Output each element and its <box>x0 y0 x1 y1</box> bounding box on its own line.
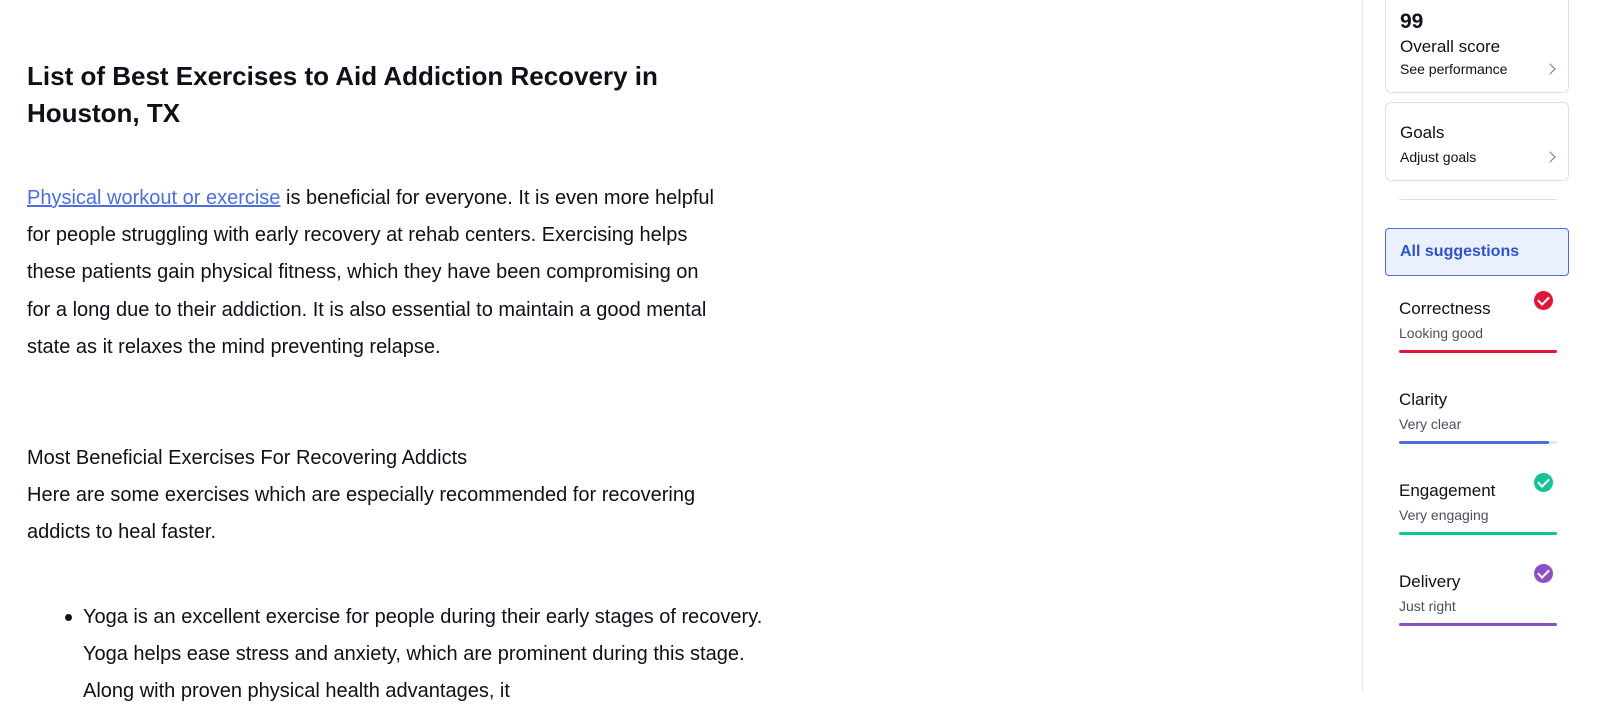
metric-name: Engagement <box>1399 481 1496 500</box>
check-circle-icon <box>1534 473 1553 492</box>
metric-status: Just right <box>1399 598 1456 614</box>
all-suggestions-button[interactable]: All suggestions <box>1385 228 1569 276</box>
chevron-right-icon <box>1544 151 1555 162</box>
document-title[interactable]: List of Best Exercises to Aid Addiction Recovery in Houston, TX <box>27 61 658 128</box>
metric-correctness[interactable] <box>1399 299 1557 379</box>
document-area[interactable] <box>27 0 763 703</box>
intro-paragraph-text: is beneficial for everyone. It is even more helpful for people struggling with early recovery at rehab centers. Exercising helps these patients gain physical fitness, which they have been compromising on for a long due to their addiction. It is also essential to maintain a good mental state as it relaxes the mind preventing relapse. <box>27 187 714 358</box>
see-performance-link[interactable]: See performance <box>1400 61 1508 77</box>
assistant-sidebar <box>1362 0 1601 691</box>
exercise-link[interactable]: Physical workout or exercise <box>27 187 281 209</box>
intro-paragraph[interactable] <box>27 180 717 366</box>
goals-card[interactable] <box>1385 102 1569 181</box>
metric-clarity[interactable] <box>1399 390 1557 470</box>
exercises-paragraph-text: Here are some exercises which are especially recommended for recovering addicts to heal faster. <box>27 484 696 544</box>
adjust-goals-link[interactable]: Adjust goals <box>1400 149 1477 165</box>
metric-name: Clarity <box>1399 390 1448 409</box>
overall-score-label: Overall score <box>1400 37 1501 56</box>
goals-title: Goals <box>1400 123 1445 142</box>
check-circle-icon <box>1534 564 1553 583</box>
metric-progress-bar <box>1399 350 1557 353</box>
metric-progress-bar <box>1399 441 1557 444</box>
exercises-heading: Most Beneficial Exercises For Recovering Addicts <box>27 447 468 469</box>
exercise-list <box>27 599 783 711</box>
metric-progress-bar <box>1399 623 1557 626</box>
metric-status: Looking good <box>1399 325 1484 341</box>
metric-status: Very clear <box>1399 416 1462 432</box>
metric-engagement[interactable] <box>1399 481 1557 561</box>
list-item[interactable]: Yoga is an excellent exercise for people during their early stages of recovery. Yoga helps ease stress and anxiety, which are prominent during this stage. Along with proven physical health advantages, it <box>83 599 783 711</box>
overall-score-value: 99 <box>1400 10 1424 33</box>
metric-progress-bar <box>1399 532 1557 535</box>
exercises-paragraph[interactable] <box>27 440 717 552</box>
metric-name: Delivery <box>1399 572 1461 591</box>
check-circle-icon <box>1534 291 1553 310</box>
sidebar-divider <box>1399 199 1557 200</box>
metric-status: Very engaging <box>1399 507 1489 523</box>
overall-score-card[interactable] <box>1385 0 1569 93</box>
chevron-right-icon <box>1544 63 1555 74</box>
metric-name: Correctness <box>1399 299 1491 318</box>
metric-delivery[interactable] <box>1399 572 1557 652</box>
